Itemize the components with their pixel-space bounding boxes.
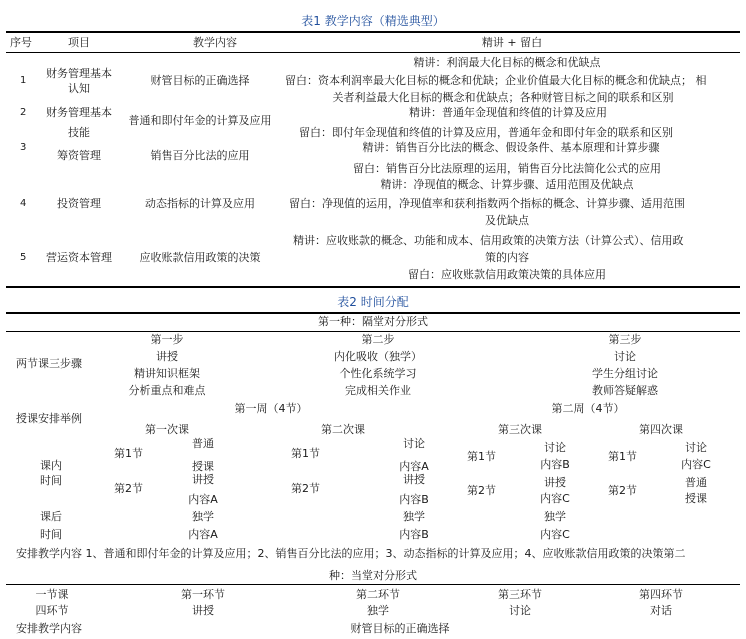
after3-line2: 内容C — [540, 528, 570, 541]
row4-note3: 及优缺点 — [485, 214, 529, 227]
lesson2-s2-line2: 内容B — [399, 493, 429, 506]
lesson3: 第三次课 — [498, 423, 542, 436]
table1-header-num: 序号 — [10, 36, 32, 49]
row1-note1: 精讲：利润最大化目标的概念和优缺点 — [413, 56, 601, 69]
after2-line2: 内容B — [399, 528, 429, 541]
lesson1-s1-line1: 普通 — [192, 437, 214, 450]
lesson3-section1: 第1节 — [467, 450, 496, 463]
table1-header-notes: 精讲 + 留白 — [481, 36, 543, 49]
lesson1: 第一次课 — [145, 423, 189, 436]
lesson4: 第四次课 — [639, 423, 683, 436]
table1-header-content: 教学内容 — [193, 36, 237, 49]
link2-activity: 独学 — [367, 604, 389, 617]
mode2-heading: 种：当堂对分形式 — [329, 569, 417, 582]
lesson3-s2-line2: 内容C — [540, 492, 570, 505]
row4-content: 动态指标的计算及应用 — [145, 197, 255, 210]
table2-title: 表2 时间分配 — [337, 295, 409, 309]
row4-note2: 留白：净现值的运用，净现值率和获利指数两个指标的概念、计算步骤、适用范围 — [289, 197, 685, 210]
after1-line1: 独学 — [192, 510, 214, 523]
row1-content: 财管目标的正确选择 — [150, 74, 250, 87]
step3-name: 第三步 — [608, 333, 642, 346]
row3-content: 销售百分比法的应用 — [150, 149, 250, 162]
step3-line3: 教师答疑解惑 — [592, 384, 658, 397]
table1-top-rule — [6, 31, 740, 33]
after-class-time-label: 时间 — [40, 528, 62, 541]
table1-header-project: 项目 — [68, 36, 90, 49]
row2-project-line1: 财务管理基本 — [46, 106, 112, 119]
row4-num: 4 — [20, 198, 27, 209]
step1-line2: 精讲知识框架 — [134, 367, 200, 380]
table1-bottom-rule — [6, 286, 740, 288]
lesson4-s1-line3: 普通 — [685, 476, 707, 489]
table2-top-rule — [6, 312, 740, 314]
lesson2-section1: 第1节 — [291, 447, 320, 460]
mode1-rule — [6, 331, 740, 332]
lesson4-section2: 第2节 — [608, 484, 637, 497]
row5-num: 5 — [20, 252, 27, 263]
row4-note1: 精讲：净现值的概念、计算步骤、适用范围及优缺点 — [380, 178, 634, 191]
link4-activity: 对话 — [650, 604, 672, 617]
four-links-label: 四环节 — [35, 604, 69, 617]
lesson2-s2-line1: 讲授 — [403, 473, 425, 486]
row1-num: 1 — [20, 75, 27, 86]
lesson2-section2: 第2节 — [291, 482, 320, 495]
row1-project-line2: 认知 — [68, 82, 90, 95]
lesson1-section2: 第2节 — [114, 482, 143, 495]
after3-line1: 独学 — [544, 510, 566, 523]
week2: 第二周（4节） — [551, 402, 625, 415]
week1: 第一周（4节） — [234, 402, 308, 415]
table1-header-rule — [6, 52, 740, 53]
step1-line3: 分析重点和难点 — [128, 384, 206, 397]
row1-project-line1: 财务管理基本 — [46, 67, 112, 80]
lesson2: 第二次课 — [321, 423, 365, 436]
step2-line3: 完成相关作业 — [345, 384, 411, 397]
arrange-line: 安排教学内容 1、普通和即付年金的计算及应用；2、销售百分比法的应用；3、动态指标的计算及应用；4、应收账款信用政策的决策第二 — [16, 547, 686, 560]
lesson4-section1: 第1节 — [608, 450, 637, 463]
arrange-label: 安排教学内容 — [16, 622, 82, 635]
lesson3-section2: 第2节 — [467, 484, 496, 497]
mode2-rule — [6, 584, 740, 585]
row3-note2: 留白：销售百分比法原理的运用，销售百分比法简化公式的应用 — [353, 162, 661, 175]
row5-content: 应收账款信用政策的决策 — [139, 251, 261, 264]
lesson3-s1-line2: 内容B — [540, 458, 570, 471]
row2-content: 普通和即付年金的计算及应用 — [128, 114, 272, 127]
mode1-heading: 第一种：隔堂对分形式 — [318, 315, 428, 328]
step3-line2: 学生分组讨论 — [592, 367, 658, 380]
row3-note1: 精讲：销售百分比法的概念、假设条件、基本原理和计算步骤 — [362, 141, 660, 154]
link4-name: 第四环节 — [639, 588, 683, 601]
lesson2-s1-line1: 讨论 — [403, 437, 425, 450]
row5-project: 营运资本管理 — [46, 251, 112, 264]
row5-note1: 精讲：应收账款的概念、功能和成本、信用政策的决策方法（计算公式）、信用政 — [293, 234, 684, 247]
after1-line2: 内容A — [188, 528, 218, 541]
row4-project: 投资管理 — [57, 197, 101, 210]
lesson2-s1-line2: 内容A — [399, 460, 429, 473]
lesson1-s2-line2: 内容A — [188, 493, 218, 506]
arrange-value: 财管目标的正确选择 — [350, 622, 450, 635]
row1-note3: 关者利益最大化目标的概念和优缺点；各种财管目标之间的联系和区别 — [332, 91, 674, 104]
link2-name: 第二环节 — [356, 588, 400, 601]
lesson3-s2-line1: 讲授 — [544, 476, 566, 489]
row1-note2: 留白：资本利润率最大化目标的概念和优缺；企业价值最大化目标的概念和优缺点； 相 — [285, 74, 707, 87]
schedule-label: 授课安排举例 — [16, 412, 82, 425]
link1-name: 第一环节 — [181, 588, 225, 601]
row2-num: 2 — [20, 107, 27, 118]
in-class-time-label: 时间 — [40, 474, 62, 487]
row2-project-line2: 技能 — [68, 126, 90, 139]
link1-activity: 讲授 — [192, 604, 214, 617]
after-class-label: 课后 — [40, 510, 62, 523]
step1-line1: 讲授 — [156, 350, 178, 363]
link3-activity: 讨论 — [509, 604, 531, 617]
row2-note1: 精讲：普通年金现值和终值的计算及应用 — [409, 106, 607, 119]
lesson4-s1-line1: 讨论 — [685, 441, 707, 454]
lesson3-s1-line1: 讨论 — [544, 441, 566, 454]
row3-project: 筹资管理 — [57, 149, 101, 162]
lesson4-s1-line2: 内容C — [681, 458, 711, 471]
lesson1-s2-line1: 讲授 — [192, 473, 214, 486]
row5-note2: 策的内容 — [485, 251, 529, 264]
lesson4-s1-line4: 授课 — [685, 492, 707, 505]
link3-name: 第三环节 — [498, 588, 542, 601]
in-class-label: 课内 — [40, 459, 62, 472]
step1-name: 第一步 — [150, 333, 184, 346]
step2-name: 第二步 — [361, 333, 395, 346]
one-class-label: 一节课 — [35, 588, 69, 601]
row5-note3: 留白：应收账款信用政策决策的具体应用 — [408, 268, 606, 281]
row3-num: 3 — [20, 142, 27, 153]
row2-note2: 留白：即付年金现值和终值的计算及应用，普通年金和即付年金的联系和区别 — [299, 126, 673, 139]
step2-line2: 个性化系统学习 — [339, 367, 417, 380]
step3-line1: 讨论 — [614, 350, 636, 363]
lesson1-s1-line2: 授课 — [192, 460, 214, 473]
three-steps-label: 两节课三步骤 — [16, 357, 82, 370]
after2-line1: 独学 — [403, 510, 425, 523]
step2-line1: 内化吸收（独学） — [334, 350, 422, 363]
table1-title: 表1 教学内容（精选典型） — [301, 14, 445, 28]
lesson1-section1: 第1节 — [114, 447, 143, 460]
